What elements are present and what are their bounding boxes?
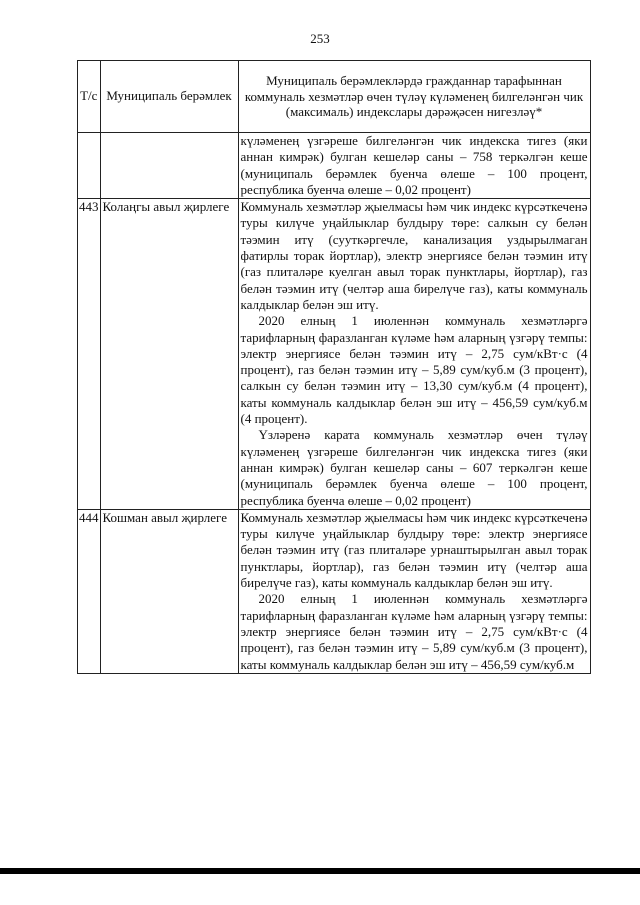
paragraph: Коммуналь хезмәтләр җыелмасы һәм чик индекс күрсәткеченә туры килүче уңайлыклар булдыру төре: салкын су белән тәэмин итү (сууткәргечле, канализация уздырылмаган фатирлы торак йортлар), электр энергиясе белән тәэмин итү (газ плиталәре куелган авыл торак пунктлары, йортлар), газ белән тәэмин итү (челтәр аша бирелүче газ), каты коммуналь калдыклар белән эш итү. <box>240 199 588 312</box>
row-municipality: Кошман авыл җирлеге <box>100 509 238 673</box>
row-number <box>78 133 101 199</box>
table-header-row <box>78 61 591 133</box>
page-number: 253 <box>310 31 330 46</box>
paragraph: 2020 елның 1 июленнән коммуналь хезмәтләргә тарифларның фаразланган күләме һәм аларның үзгәрү темпы: электр энергиясе белән тәэмин итү – 2,75 сум/кВт·с (4 процент), газ белән тәэмин итү – 5,89 сум/куб.м (3 процент), салкын су белән тәэмин итү – 13,30 сум/куб.м (4 процент), каты коммуналь калдыклар белән эш итү – 456,59 сум/куб.м (4 процент). <box>240 313 588 427</box>
header-municipality: Муниципаль берәмлек <box>100 61 238 133</box>
scan-edge-bar <box>0 868 640 874</box>
table-row <box>78 199 591 510</box>
paragraph: 2020 елның 1 июленнән коммуналь хезмәтләргә тарифларның фаразланган күләме һәм аларның үзгәрү темпы: электр энергиясе белән тәэмин итү – 2,75 сум/кВт·с (4 процент), газ белән тәэмин итү – 5,89 сум/куб.м (3 процент), каты коммуналь калдыклар белән эш итү – 456,59 сум/куб.м <box>240 591 588 672</box>
row-number: 444 <box>78 509 101 673</box>
paragraph: Үзләренә карата коммуналь хезмәтләр өчен түләү күләменең үзгәреше билгеләнгән чик индекска тигез (яки аннан кимрәк) булган кешеләр саны – 607 теркәлгән кеше (муниципаль берәмлек буенча өлеше – 100 процент, республика буенча өлеше – 0,02 процент) <box>240 427 588 508</box>
table-row-continued <box>78 133 591 199</box>
row-municipality: Колаңгы авыл җирлеге <box>100 199 238 510</box>
tariff-index-table <box>77 60 591 674</box>
header-justification: Муниципаль берәмлекләрдә гражданнар тарафыннан коммуналь хезмәтләр өчен түләү күләменең билгеләнгән чик (максималь) индекслары дәрәҗәсен нигезләү* <box>238 61 590 133</box>
row-justification <box>238 199 590 510</box>
paragraph: Коммуналь хезмәтләр җыелмасы һәм чик индекс күрсәткеченә туры килүче уңайлыклар булдыру төре: электр энергиясе белән тәэмин итү (газ плиталәре урнаштырылган авыл торак пунктлары, йортлар), газ белән тәэмин итү (челтәр аша бирелүче газ), каты коммуналь калдыклар белән эш итү. <box>240 509 588 591</box>
header-number: Т/с <box>78 61 101 133</box>
row-municipality <box>100 133 238 199</box>
table-row <box>78 509 591 673</box>
row-number: 443 <box>78 199 101 510</box>
row-justification <box>238 133 590 199</box>
row-justification <box>238 509 590 673</box>
paragraph: күләменең үзгәреше билгеләнгән чик индекска тигез (яки аннан кимрәк) булган кешеләр саны – 758 теркәлгән кеше (муниципаль берәмлек буенча өлеше – 100 процент, республика буенча өлеше – 0,02 процент) <box>240 133 588 197</box>
